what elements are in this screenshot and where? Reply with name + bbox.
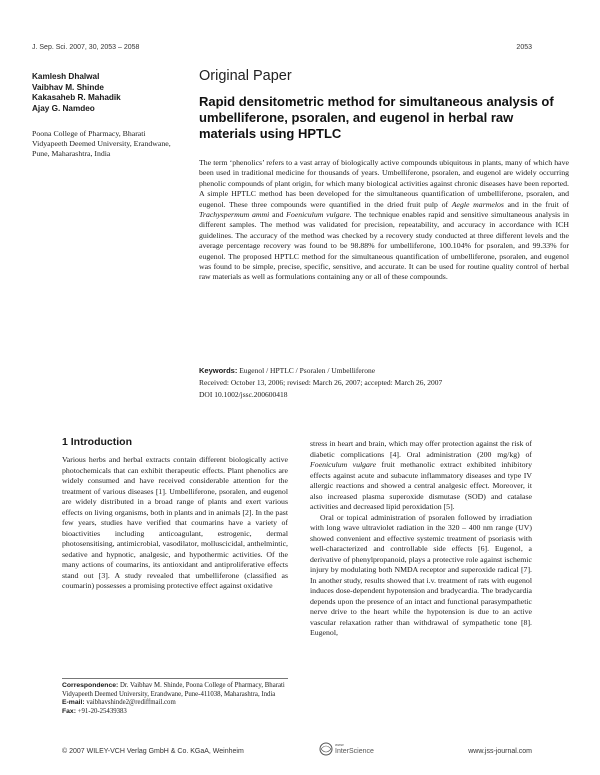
logo-wordmark: InterScience (335, 748, 374, 755)
journal-reference: J. Sep. Sci. 2007, 30, 2053 – 2058 (32, 44, 140, 51)
abstract (199, 158, 569, 283)
abstract-text: and (269, 210, 287, 220)
page-number: 2053 (516, 44, 532, 51)
fax-label: Fax: (62, 707, 76, 715)
abstract-species: Foeniculum vulgare (286, 210, 350, 220)
species-name: Foeniculum vulgare (310, 460, 377, 469)
interscience-logo (318, 738, 378, 760)
author-name: Kakasaheb R. Mahadik (32, 93, 121, 103)
section-heading: 1 Introduction (62, 436, 132, 448)
footnote-divider (62, 678, 288, 679)
affiliation: Poona College of Pharmacy, Bharati Vidyapeeth Deemed University, Erandwane, Pune, Maharashtra, India (32, 129, 171, 158)
logo-www: www (335, 742, 344, 747)
abstract-species: Aegle marmelos (451, 199, 504, 209)
paragraph-text: fruit methanolic extract exhibited inhibitory effects against acute and subacute inflammatory diseases and type IV allergic reactions and showed a central analgesic effect. Moreover, it also increased plasma superoxide dismutase (SOD) and catalase activities and decreased lipid peroxidation [5]. (310, 460, 532, 511)
author-name: Ajay G. Namdeo (32, 103, 95, 113)
keywords-value: Eugenol / HPTLC / Psoralen / Umbelliferone (239, 366, 376, 375)
abstract-text: . The technique enables rapid and sensitive simultaneous analysis in different samples. The method was validated for precision, repeatability, and accuracy in accordance with ICH guidelines. The accuracy of the method was checked by a recovery study conducted at three different levels and the average percentage recovery was found to be 98.88% for umbelliferone, 100.104% for psoralen, and 99.33% for eugenol. The proposed HPTLC method for the simultaneous quantification of umbelliferone, psoralen, and eugenol was found to be simple, precise, specific, sensitive, and accurate. It can be used for routine quality control of herbal raw materials as well as formulations containing any or all of these compounds. (199, 210, 570, 282)
correspondence-footnote (62, 682, 288, 716)
paper-title: Rapid densitometric method for simultaneous analysis of umbelliferone, psoralen, and eugenol in herbal raw materials using HPTLC (199, 94, 554, 141)
keywords-label: Keywords: (199, 366, 238, 375)
author-name: Kamlesh Dhalwal (32, 72, 100, 81)
received-dates: Received: October 13, 2006; revised: March 26, 2007; accepted: March 26, 2007 (199, 378, 443, 387)
email-value: vaibhavshinde2@rediffmail.com (84, 699, 176, 707)
journal-website[interactable]: www.jss-journal.com (468, 748, 532, 755)
author-name: Vaibhav M. Shinde (32, 82, 104, 92)
doi: DOI 10.1002/jssc.200600418 (199, 390, 288, 399)
paragraph (310, 439, 532, 513)
body-column-left: Various herbs and herbal extracts contain different biologically active photochemicals that can exhibit therapeutic effects. Plant phenolics are widely consumed and have received considerable attention for the treatment of various diseases [1]. Umbelliferone, psoralen, and eugenol are widely distributed in a broad range of plants and exert various effects on living organisms, both in plants and in animals [2]. In the past few years, studies have verified that coumarins have a variety of bioactivities including anticoagulant, estrogenic, dermal photosensitising, antimicrobial, vasodilator, molluscicidal, anthelmintic, sedative and hypnotic, analgesic, and hypothermic activities. Of the many actions of coumarins, its antioxidant and antiproliferative effects stand out [3]. A study revealed that umbelliferone (classified as coumarin) possesses a promising protective effect against oxidative (62, 455, 288, 590)
copyright: © 2007 WILEY-VCH Verlag GmbH & Co. KGaA, Weinheim (62, 748, 244, 755)
email-label: E-mail: (62, 699, 85, 707)
fax-value: +91-20-25439383 (75, 707, 127, 715)
abstract-text: and in the fruit of (503, 199, 570, 209)
article-type: Original Paper (199, 68, 292, 84)
body-column-right (310, 439, 532, 639)
abstract-text: The term ‘phenolics’ refers to a vast array of biologically active compounds ubiquitous in plants, many of which have been used in traditional medicine for thousands of years. Umbelliferone, psoralen, and eugenol are widely occurring phenolic compounds of plant origin, for which many biological activities against chronic diseases have been reported. A simple HPTLC method has been developed for the simultaneous quantification of umbelliferone, psoralen, and eugenol. These three compounds were quantified in the dried fruit pulp of (199, 158, 569, 209)
author-list (32, 72, 192, 114)
paragraph-text: stress in heart and brain, which may offer protection against the risk of diabetic complications [4]. Oral administration (200 mg/kg) of (310, 439, 532, 459)
logo-swirl-icon (321, 746, 331, 752)
correspondence-text: Dr. Vaibhav M. Shinde, Poona College of Pharmacy, Bharati Vidyapeeth Deemed University, Erandwane, Pune-411038, Maharashtra, India (62, 682, 285, 698)
paragraph: Oral or topical administration of psoralen followed by irradiation with long wave ultraviolet radiation in the 320 – 400 nm range (UV) showed convenient and effective systemic treatment of psoriasis with well-characterized and controllable side effects [6]. Eugenol, a derivative of phenylpropanoid, plays a protective role against ischemic injury by modulating both NMDA receptor and superoxide radical [7]. In another study, results showed that i.v. treatment of rats with eugenol induces dose-dependent hypotension and bradycardia. The bradycardia depends upon the presence of an intact and functional parasympathetic nerve drive to the heart while the hypotension is due to an active vascular relaxation rather than withdrawal of sympathetic tone [8]. Eugenol, (310, 512, 532, 637)
correspondence-label: Correspondence: (62, 682, 119, 689)
logo-circle-icon (320, 743, 332, 755)
abstract-species: Trachyspermum ammi (199, 210, 270, 220)
keywords (199, 366, 569, 375)
